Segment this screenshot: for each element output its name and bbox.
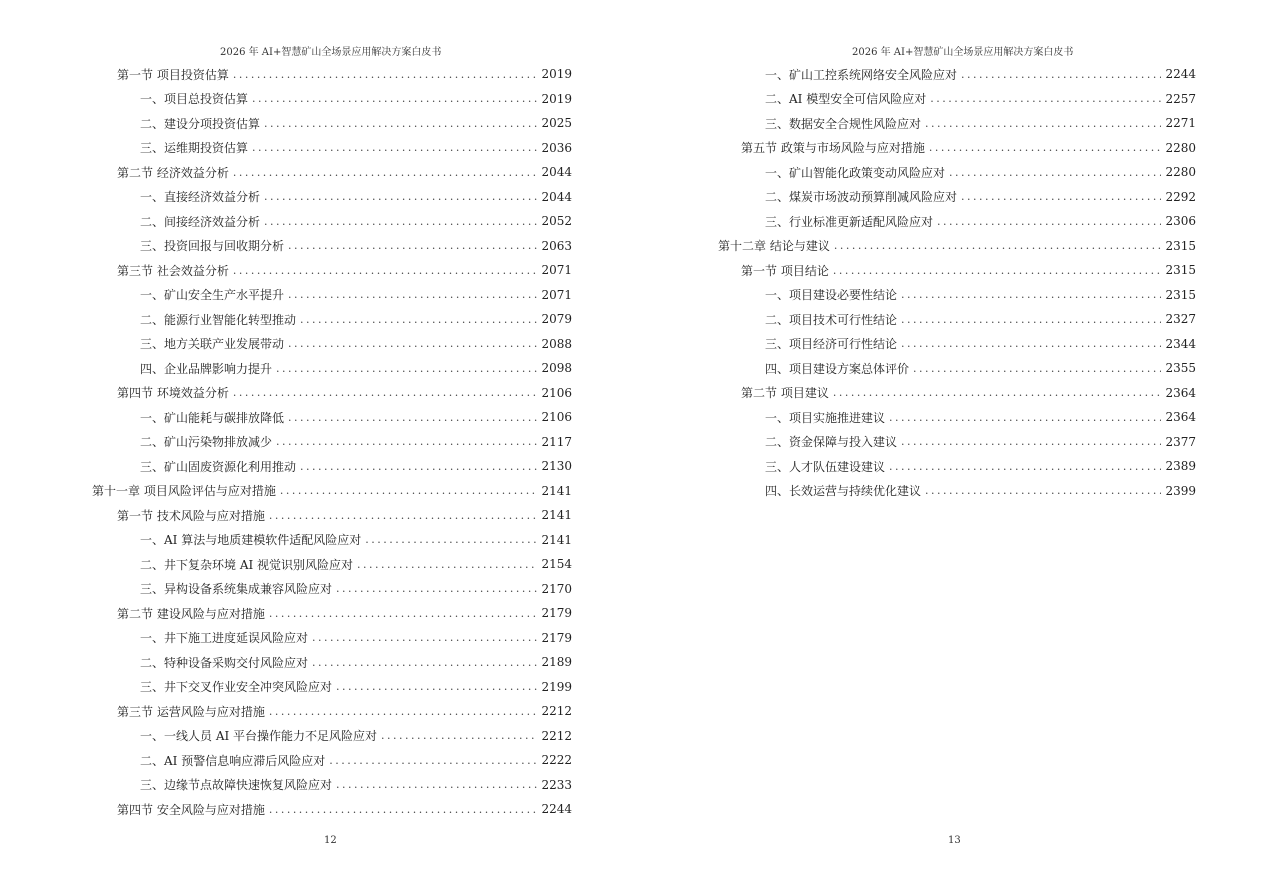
toc-entry-item[interactable] xyxy=(630,209,1196,234)
dot-leader xyxy=(365,533,537,546)
toc-entry-page: 2315 xyxy=(1165,263,1196,278)
toc-entry-item[interactable] xyxy=(0,356,572,381)
toc-entry-title: 二、矿山污染物排放减少 xyxy=(140,435,273,450)
dot-leader xyxy=(929,141,1162,154)
dot-leader xyxy=(336,778,537,791)
toc-entry-title: 四、长效运营与持续优化建议 xyxy=(765,484,922,499)
toc-entry-page: 2399 xyxy=(1165,483,1196,498)
toc-entry-title: 一、矿山安全生产水平提升 xyxy=(140,288,285,303)
toc-entry-title: 一、项目总投资估算 xyxy=(140,92,249,107)
left-page xyxy=(0,0,630,895)
toc-entry-title: 第二节 经济效益分析 xyxy=(117,165,229,180)
toc-entry-title: 第四节 环境效益分析 xyxy=(117,386,229,401)
dot-leader xyxy=(925,484,1161,497)
toc-entry-page: 2364 xyxy=(1165,385,1196,400)
dot-leader xyxy=(833,264,1162,277)
toc-entry-page: 2044 xyxy=(541,189,572,204)
toc-entry-title: 二、AI 预警信息响应滞后风险应对 xyxy=(140,753,326,768)
toc-entry-chapter[interactable] xyxy=(0,479,572,504)
toc-entry-item[interactable] xyxy=(630,356,1196,381)
toc-entry-title: 第三节 运营风险与应对措施 xyxy=(117,704,265,719)
toc-entry-page: 2179 xyxy=(541,606,572,621)
toc-entry-page: 2364 xyxy=(1165,410,1196,425)
toc-entry-title: 三、人才队伍建设建议 xyxy=(765,459,886,474)
toc-entry-item[interactable] xyxy=(0,528,572,553)
toc-entry-page: 2179 xyxy=(541,630,572,645)
right-page xyxy=(630,0,1260,895)
toc-entry-item[interactable] xyxy=(0,626,572,651)
toc-entry-item[interactable] xyxy=(630,283,1196,308)
page-number: 12 xyxy=(324,835,337,846)
toc-entry-item[interactable] xyxy=(630,405,1196,430)
toc-entry-item[interactable] xyxy=(630,307,1196,332)
toc-entry-item[interactable] xyxy=(630,62,1196,87)
toc-entry-title: 三、井下交叉作业安全冲突风险应对 xyxy=(140,680,333,695)
toc-entry-page: 2244 xyxy=(541,802,572,817)
toc-entry-page: 2063 xyxy=(541,238,572,253)
toc-entry-title: 二、建设分项投资估算 xyxy=(140,116,261,131)
toc-entry-page: 2170 xyxy=(541,581,572,596)
toc-entry-chapter[interactable] xyxy=(630,234,1196,259)
table-of-contents xyxy=(0,62,572,822)
dot-leader xyxy=(269,803,538,816)
toc-entry-page: 2019 xyxy=(541,91,572,106)
dot-leader xyxy=(264,117,537,130)
dot-leader xyxy=(280,484,538,497)
dot-leader xyxy=(300,460,537,473)
dot-leader xyxy=(913,362,1161,375)
toc-entry-title: 一、直接经济效益分析 xyxy=(140,190,261,205)
dot-leader xyxy=(381,729,537,742)
dot-leader xyxy=(930,92,1161,105)
toc-entry-page: 2141 xyxy=(541,508,572,523)
toc-entry-section[interactable] xyxy=(0,601,572,626)
toc-entry-item[interactable] xyxy=(630,185,1196,210)
toc-entry-title: 第三节 社会效益分析 xyxy=(117,263,229,278)
toc-entry-page: 2071 xyxy=(541,263,572,278)
dot-leader xyxy=(901,435,1161,448)
toc-entry-page: 2117 xyxy=(541,434,572,449)
toc-entry-title: 三、运维期投资估算 xyxy=(140,141,249,156)
dot-leader xyxy=(961,190,1161,203)
table-of-contents xyxy=(630,62,1196,503)
toc-entry-page: 2044 xyxy=(541,165,572,180)
toc-entry-page: 2130 xyxy=(541,459,572,474)
dot-leader xyxy=(312,631,537,644)
toc-entry-page: 2233 xyxy=(541,777,572,792)
dot-leader xyxy=(264,215,537,228)
toc-entry-page: 2244 xyxy=(1165,67,1196,82)
toc-entry-title: 四、企业品牌影响力提升 xyxy=(140,361,273,376)
toc-entry-item[interactable] xyxy=(0,773,572,798)
toc-entry-item[interactable] xyxy=(0,552,572,577)
toc-entry-title: 第四节 安全风险与应对措施 xyxy=(117,802,265,817)
toc-entry-section[interactable] xyxy=(630,136,1196,161)
toc-entry-page: 2025 xyxy=(541,116,572,131)
dot-leader xyxy=(834,239,1162,252)
toc-entry-page: 2199 xyxy=(541,679,572,694)
dot-leader xyxy=(901,288,1161,301)
toc-entry-title: 一、矿山智能化政策变动风险应对 xyxy=(765,165,946,180)
toc-entry-page: 2079 xyxy=(541,312,572,327)
dot-leader xyxy=(233,264,538,277)
toc-entry-title: 三、边缘节点故障快速恢复风险应对 xyxy=(140,778,333,793)
dot-leader xyxy=(233,68,538,81)
toc-entry-title: 二、资金保障与投入建议 xyxy=(765,435,898,450)
toc-entry-title: 二、特种设备采购交付风险应对 xyxy=(140,655,309,670)
toc-entry-title: 第十二章 结论与建议 xyxy=(718,239,830,254)
toc-entry-title: 三、数据安全合规性风险应对 xyxy=(765,116,922,131)
toc-entry-item[interactable] xyxy=(630,479,1196,504)
toc-entry-title: 第二节 建设风险与应对措施 xyxy=(117,606,265,621)
dot-leader xyxy=(288,411,537,424)
toc-entry-page: 2344 xyxy=(1165,336,1196,351)
toc-entry-item[interactable] xyxy=(0,332,572,357)
toc-entry-title: 第二节 项目建议 xyxy=(741,386,829,401)
toc-entry-page: 2222 xyxy=(541,753,572,768)
toc-entry-title: 三、地方关联产业发展带动 xyxy=(140,337,285,352)
toc-entry-item[interactable] xyxy=(630,160,1196,185)
toc-entry-section[interactable] xyxy=(0,797,572,822)
toc-entry-section[interactable] xyxy=(0,258,572,283)
toc-entry-title: 二、间接经济效益分析 xyxy=(140,214,261,229)
toc-entry-title: 一、项目实施推进建议 xyxy=(765,410,886,425)
toc-entry-title: 三、项目经济可行性结论 xyxy=(765,337,898,352)
toc-entry-page: 2315 xyxy=(1165,238,1196,253)
dot-leader xyxy=(949,166,1161,179)
dot-leader xyxy=(336,680,537,693)
dot-leader xyxy=(889,460,1161,473)
dot-leader xyxy=(937,215,1161,228)
toc-entry-title: 一、项目建设必要性结论 xyxy=(765,288,898,303)
toc-entry-section[interactable] xyxy=(0,503,572,528)
toc-entry-title: 三、矿山固废资源化利用推动 xyxy=(140,459,297,474)
toc-entry-page: 2052 xyxy=(541,214,572,229)
toc-entry-item[interactable] xyxy=(0,209,572,234)
toc-entry-title: 三、异构设备系统集成兼容风险应对 xyxy=(140,582,333,597)
toc-entry-item[interactable] xyxy=(0,577,572,602)
toc-entry-page: 2212 xyxy=(541,728,572,743)
toc-entry-page: 2141 xyxy=(541,483,572,498)
dot-leader xyxy=(901,313,1161,326)
toc-entry-title: 二、能源行业智能化转型推动 xyxy=(140,312,297,327)
toc-entry-page: 2106 xyxy=(541,385,572,400)
toc-entry-page: 2154 xyxy=(541,557,572,572)
dot-leader xyxy=(252,141,537,154)
toc-entry-page: 2377 xyxy=(1165,434,1196,449)
toc-entry-page: 2088 xyxy=(541,336,572,351)
toc-entry-page: 2019 xyxy=(541,67,572,82)
toc-entry-title: 一、一线人员 AI 平台操作能力不足风险应对 xyxy=(140,729,378,744)
toc-entry-item[interactable] xyxy=(0,748,572,773)
toc-entry-page: 2141 xyxy=(541,532,572,547)
dot-leader xyxy=(269,607,538,620)
dot-leader xyxy=(276,362,537,375)
dot-leader xyxy=(269,705,538,718)
toc-entry-page: 2355 xyxy=(1165,361,1196,376)
toc-entry-item[interactable] xyxy=(0,650,572,675)
toc-entry-title: 一、AI 算法与地质建模软件适配风险应对 xyxy=(140,533,362,548)
toc-entry-item[interactable] xyxy=(630,87,1196,112)
toc-entry-item[interactable] xyxy=(0,234,572,259)
toc-entry-item[interactable] xyxy=(0,185,572,210)
toc-entry-title: 二、井下复杂环境 AI 视觉识别风险应对 xyxy=(140,557,354,572)
toc-entry-item[interactable] xyxy=(0,430,572,455)
page-header: 2026 年 AI+智慧矿山全场景应用解决方案白皮书 xyxy=(852,47,1074,58)
dot-leader xyxy=(961,68,1161,81)
toc-entry-title: 一、矿山工控系统网络安全风险应对 xyxy=(765,67,958,82)
toc-entry-item[interactable] xyxy=(0,111,572,136)
toc-entry-title: 第十一章 项目风险评估与应对措施 xyxy=(92,484,276,499)
toc-entry-section[interactable] xyxy=(0,62,572,87)
toc-entry-item[interactable] xyxy=(0,454,572,479)
toc-entry-page: 2292 xyxy=(1165,189,1196,204)
toc-entry-item[interactable] xyxy=(630,430,1196,455)
toc-entry-page: 2306 xyxy=(1165,214,1196,229)
toc-entry-item[interactable] xyxy=(0,405,572,430)
toc-entry-page: 2106 xyxy=(541,410,572,425)
toc-entry-page: 2036 xyxy=(541,140,572,155)
toc-entry-page: 2212 xyxy=(541,704,572,719)
toc-entry-page: 2071 xyxy=(541,287,572,302)
toc-entry-item[interactable] xyxy=(0,724,572,749)
toc-entry-title: 第一节 技术风险与应对措施 xyxy=(117,508,265,523)
toc-entry-item[interactable] xyxy=(0,675,572,700)
toc-entry-page: 2280 xyxy=(1165,140,1196,155)
toc-entry-title: 第五节 政策与市场风险与应对措施 xyxy=(741,141,925,156)
toc-entry-page: 2189 xyxy=(541,655,572,670)
dot-leader xyxy=(288,239,537,252)
toc-entry-title: 一、井下施工进度延误风险应对 xyxy=(140,631,309,646)
dot-leader xyxy=(288,288,537,301)
dot-leader xyxy=(233,386,538,399)
toc-entry-item[interactable] xyxy=(630,454,1196,479)
toc-entry-title: 三、行业标准更新适配风险应对 xyxy=(765,214,934,229)
page-header: 2026 年 AI+智慧矿山全场景应用解决方案白皮书 xyxy=(220,47,442,58)
toc-entry-item[interactable] xyxy=(0,136,572,161)
toc-entry-page: 2389 xyxy=(1165,459,1196,474)
toc-entry-title: 二、项目技术可行性结论 xyxy=(765,312,898,327)
toc-entry-section[interactable] xyxy=(0,699,572,724)
page-number: 13 xyxy=(948,835,961,846)
toc-entry-item[interactable] xyxy=(630,111,1196,136)
dot-leader xyxy=(269,509,538,522)
dot-leader xyxy=(357,558,537,571)
dot-leader xyxy=(233,166,538,179)
dot-leader xyxy=(264,190,537,203)
toc-entry-item[interactable] xyxy=(0,283,572,308)
dot-leader xyxy=(300,313,537,326)
toc-entry-title: 三、投资回报与回收期分析 xyxy=(140,239,285,254)
toc-entry-item[interactable] xyxy=(0,87,572,112)
toc-entry-section[interactable] xyxy=(630,258,1196,283)
dot-leader xyxy=(329,754,537,767)
dot-leader xyxy=(252,92,537,105)
toc-entry-title: 二、AI 模型安全可信风险应对 xyxy=(765,92,927,107)
dot-leader xyxy=(312,656,537,669)
dot-leader xyxy=(288,337,537,350)
dot-leader xyxy=(889,411,1161,424)
dot-leader xyxy=(336,582,537,595)
toc-entry-page: 2280 xyxy=(1165,165,1196,180)
toc-entry-section[interactable] xyxy=(630,381,1196,406)
toc-entry-section[interactable] xyxy=(0,381,572,406)
toc-entry-page: 2315 xyxy=(1165,287,1196,302)
toc-entry-item[interactable] xyxy=(630,332,1196,357)
toc-entry-page: 2098 xyxy=(541,361,572,376)
toc-entry-page: 2257 xyxy=(1165,91,1196,106)
toc-entry-section[interactable] xyxy=(0,160,572,185)
toc-entry-item[interactable] xyxy=(0,307,572,332)
toc-entry-page: 2327 xyxy=(1165,312,1196,327)
toc-entry-title: 第一节 项目结论 xyxy=(741,263,829,278)
toc-entry-title: 第一节 项目投资估算 xyxy=(117,67,229,82)
toc-entry-title: 二、煤炭市场波动预算削减风险应对 xyxy=(765,190,958,205)
dot-leader xyxy=(925,117,1161,130)
toc-entry-title: 四、项目建设方案总体评价 xyxy=(765,361,910,376)
dot-leader xyxy=(833,386,1162,399)
dot-leader xyxy=(276,435,537,448)
dot-leader xyxy=(901,337,1161,350)
toc-entry-page: 2271 xyxy=(1165,116,1196,131)
toc-entry-title: 一、矿山能耗与碳排放降低 xyxy=(140,410,285,425)
